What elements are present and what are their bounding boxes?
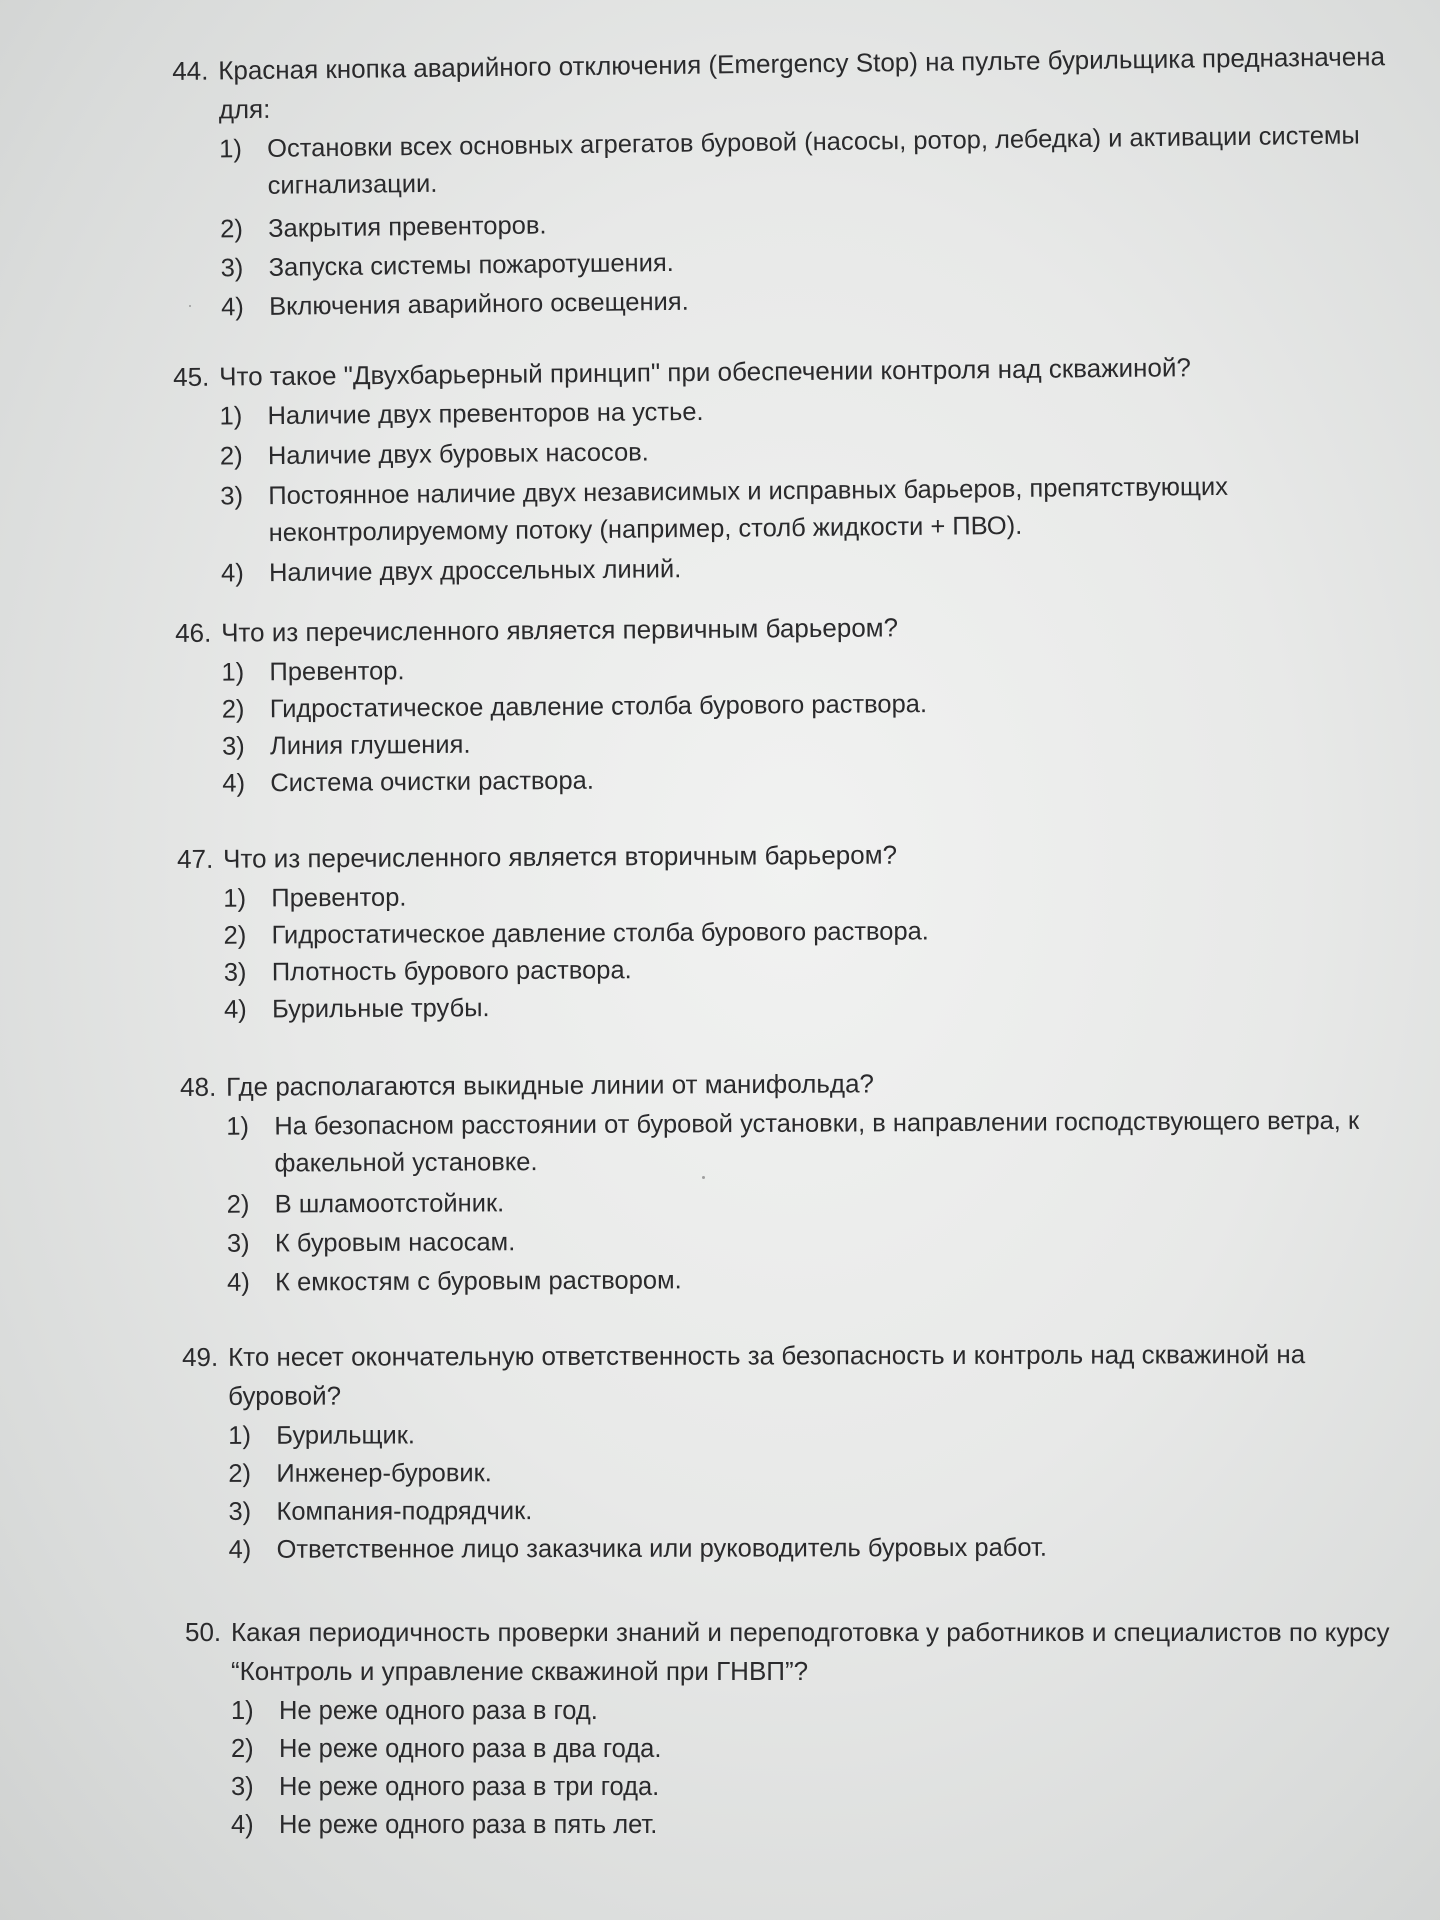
- question-text: Красная кнопка аварийного отключения (Emergency Stop) на пульте бурильщика предназначена для:: [218, 41, 1386, 125]
- option-text: Наличие двух дроссельных линий.: [268, 555, 682, 588]
- answer-option: [228, 1491, 1412, 1531]
- option-text: Запуска системы пожаротушения.: [268, 248, 674, 282]
- option-text: Включения аварийного освещения.: [268, 287, 689, 321]
- option-text: К буровым насосам.: [274, 1228, 516, 1258]
- option-text: Бурильные трубы.: [271, 994, 490, 1024]
- option-number: 4): [220, 293, 244, 322]
- option-number: 3): [228, 1497, 252, 1526]
- question-header: [180, 1062, 1410, 1107]
- question-49: [182, 1335, 1413, 1570]
- option-number: 1): [219, 402, 243, 431]
- question-number: 44.: [172, 55, 209, 86]
- option-text: На безопасном расстоянии от буровой установки, в направлении господствующего ветра, к факельной установке.: [274, 1106, 1360, 1178]
- option-number: 2): [231, 1735, 254, 1763]
- option-number: 4): [228, 1535, 252, 1564]
- question-header: [177, 832, 1407, 879]
- answer-option: [227, 1259, 1411, 1302]
- option-text: Гидростатическое давление столба бурового раствора.: [269, 690, 928, 724]
- option-text: К емкостям с буровым раствором.: [275, 1266, 682, 1297]
- answer-options: [221, 645, 1406, 802]
- question-text: Что из перечисленного является первичным барьером?: [221, 612, 899, 648]
- option-number: 2): [226, 1190, 250, 1219]
- question-number: 45.: [173, 361, 210, 392]
- option-number: 4): [220, 559, 244, 588]
- answer-options: [219, 117, 1405, 326]
- option-text: Линия глушения.: [269, 730, 471, 761]
- question-50: [185, 1613, 1415, 1845]
- option-number: 4): [231, 1811, 254, 1839]
- question-46: [175, 604, 1406, 803]
- option-number: 3): [221, 732, 245, 761]
- option-text: Постоянное наличие двух независимых и исправных барьеров, препятствующих неконтролируемому потоку (например, столб жидкости + ПВО).: [268, 472, 1229, 548]
- answer-options: [228, 1415, 1412, 1569]
- option-number: 3): [220, 254, 244, 283]
- option-text: Плотность бурового раствора.: [271, 956, 632, 987]
- option-text: Инженер-буровик.: [276, 1459, 492, 1488]
- question-text: Где располагаются выкидные линии от манифольда?: [226, 1068, 875, 1102]
- question-number: 48.: [180, 1071, 217, 1102]
- option-text: Не реже одного раза в три года.: [279, 1773, 660, 1801]
- option-number: 3): [223, 958, 247, 987]
- option-number: 2): [223, 921, 247, 950]
- option-number: 1): [228, 1421, 251, 1450]
- answer-options: [223, 873, 1408, 1028]
- option-number: 4): [223, 995, 247, 1024]
- paper-speck: [702, 1176, 705, 1179]
- option-number: 2): [221, 695, 245, 724]
- option-number: 3): [220, 482, 244, 511]
- answer-option: [231, 1769, 1415, 1806]
- answer-option: [219, 117, 1404, 205]
- answer-option: [221, 544, 1405, 592]
- option-number: 1): [221, 658, 245, 687]
- option-number: 4): [227, 1268, 250, 1297]
- option-number: 3): [226, 1229, 250, 1258]
- option-text: Остановки всех основных агрегатов буровой (насосы, ротор, лебедка) и активации системы сигнализации.: [267, 121, 1360, 200]
- question-44: [172, 37, 1405, 329]
- answer-option: [231, 1731, 1415, 1768]
- option-text: Наличие двух превенторов на устье.: [267, 397, 704, 431]
- question-number: 50.: [185, 1617, 222, 1647]
- question-text: Что такое "Двухбарьерный принцип" при обеспечении контроля над скважиной?: [219, 352, 1192, 392]
- option-number: 1): [231, 1697, 254, 1725]
- answer-option: [231, 1807, 1415, 1844]
- answer-option: [222, 756, 1406, 802]
- option-text: Гидростатическое давление столба бурового раствора.: [271, 917, 929, 950]
- answer-options: [231, 1693, 1415, 1844]
- answer-options: [226, 1103, 1411, 1302]
- question-48: [180, 1062, 1411, 1304]
- option-number: 1): [226, 1112, 250, 1141]
- answer-option: [224, 984, 1408, 1028]
- option-number: 3): [231, 1773, 254, 1801]
- answer-option: [228, 1415, 1412, 1455]
- answer-option: [227, 1181, 1411, 1224]
- question-header: [185, 1613, 1415, 1691]
- question-text: Что из перечисленного является вторичным барьером?: [223, 839, 898, 874]
- option-text: Закрытия превенторов.: [267, 211, 547, 243]
- question-header: [175, 604, 1405, 653]
- answer-option: [231, 1693, 1415, 1730]
- option-text: Компания-подрядчик.: [276, 1497, 533, 1526]
- option-text: Система очистки раствора.: [270, 766, 594, 798]
- option-text: Не реже одного раза в пять лет.: [279, 1811, 658, 1839]
- question-number: 49.: [182, 1341, 219, 1372]
- option-number: 2): [220, 215, 244, 244]
- option-text: Бурильщик.: [276, 1421, 415, 1450]
- option-text: Превентор.: [271, 883, 407, 913]
- question-text: Кто несет окончательную ответственность за безопасность и контроль над скважиной на буровой?: [228, 1339, 1306, 1411]
- question-header: [182, 1335, 1412, 1416]
- option-number: 1): [223, 884, 247, 913]
- answer-option: [220, 467, 1405, 552]
- option-number: 2): [219, 442, 243, 471]
- option-text: Не реже одного раза в два года.: [279, 1735, 662, 1763]
- question-number: 47.: [177, 843, 214, 874]
- question-header: [172, 37, 1403, 130]
- option-number: 4): [222, 769, 246, 798]
- answer-option: [227, 1220, 1411, 1263]
- option-text: Не реже одного раза в год.: [279, 1697, 598, 1725]
- option-text: В шламоотстойник.: [274, 1189, 505, 1219]
- question-45: [173, 346, 1405, 596]
- option-number: 1): [219, 135, 243, 164]
- answer-option: [228, 1453, 1412, 1493]
- option-text: Превентор.: [269, 657, 405, 687]
- option-number: 2): [228, 1459, 252, 1488]
- question-47: [177, 832, 1408, 1029]
- question-text: Какая периодичность проверки знаний и переподготовка у работников и специалистов по курсу “Контроль и управление скважиной при ГНВП”?: [231, 1617, 1390, 1686]
- option-text: Ответственное лицо заказчика или руководитель буровых работ.: [276, 1533, 1047, 1564]
- answer-option: [226, 1103, 1410, 1183]
- answer-options: [219, 387, 1405, 592]
- answer-option: [229, 1529, 1413, 1569]
- option-text: Наличие двух буровых насосов.: [267, 438, 649, 471]
- paper-speck: [189, 305, 191, 307]
- question-number: 46.: [175, 617, 212, 648]
